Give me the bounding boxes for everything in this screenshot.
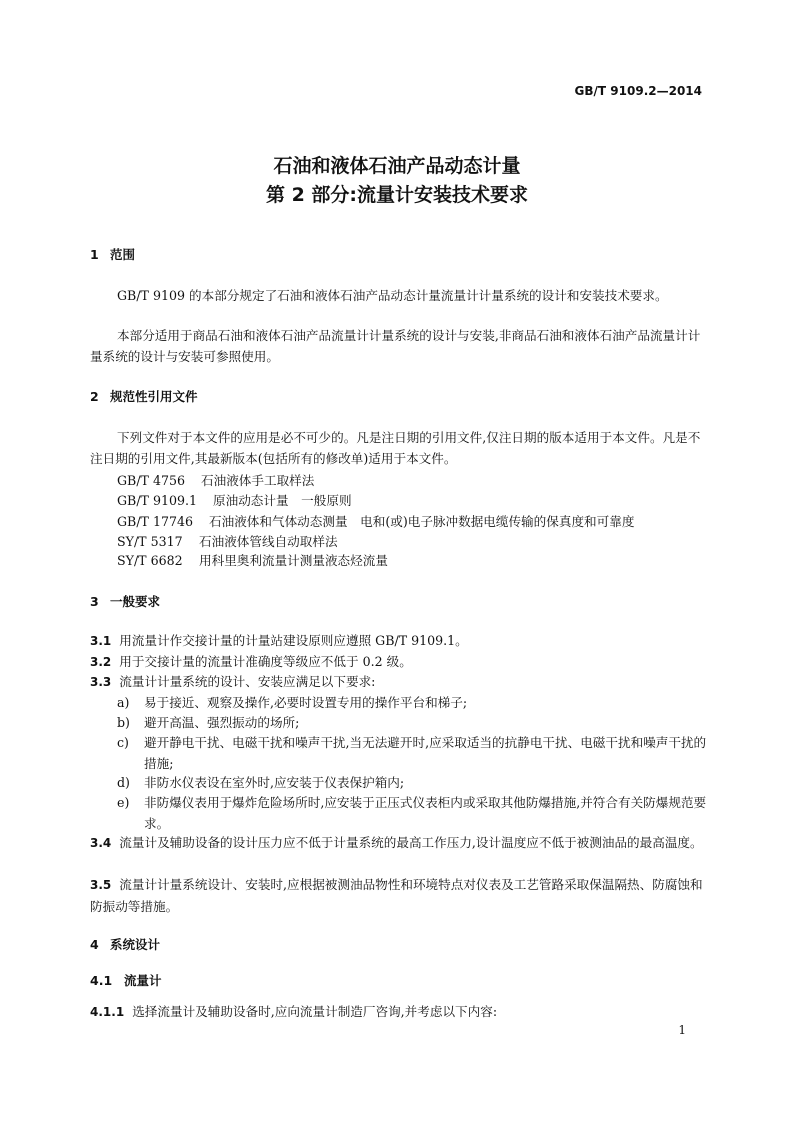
section-number: 2 <box>90 389 99 404</box>
clause-3-3 <box>90 671 706 693</box>
clause-text: 用于交接计量的流量计准确度等级应不低于 0.2 级。 <box>119 654 412 669</box>
clause-3-5 <box>90 874 706 917</box>
title-line-2: 第 2 部分:流量计安装技术要求 <box>265 184 529 206</box>
section-1-paragraph-1: GB/T 9109 的本部分规定了石油和液体石油产品动态计量流量计计量系统的设计和安装技术要求。 <box>117 288 668 303</box>
clause-3-2 <box>90 651 706 673</box>
reference-item <box>117 511 634 530</box>
clause-number: 3.3 <box>90 675 112 689</box>
section-title: 规范性引用文件 <box>110 389 198 404</box>
section-1-heading <box>90 245 135 263</box>
list-text: 易于接近、观察及操作,必要时设置专用的操作平台和梯子; <box>144 695 468 710</box>
list-item <box>117 692 707 713</box>
section-title: 流量计 <box>124 973 162 988</box>
list-marker: a) <box>117 695 130 710</box>
section-4-heading <box>90 935 160 953</box>
section-title: 系统设计 <box>110 937 161 952</box>
reference-title: 石油液体和气体动态测量 电和(或)电子脉冲数据电缆传输的保真度和可靠度 <box>209 514 635 529</box>
list-item <box>117 712 707 733</box>
section-1-paragraph-2: 本部分适用于商品石油和液体石油产品流量计计量系统的设计与安装,非商品石油和液体石油产品流量计计量系统的设计与安装可参照使用。 <box>90 328 701 364</box>
page-number: 1 <box>678 1023 686 1037</box>
section-number: 3 <box>90 594 99 609</box>
list-item <box>117 772 707 793</box>
reference-item <box>117 490 352 509</box>
list-text: 非防水仪表设在室外时,应安装于仪表保护箱内; <box>144 775 405 790</box>
reference-title: 石油液体管线自动取样法 <box>199 534 338 549</box>
reference-code: GB/T 4756 <box>117 473 186 488</box>
clause-text: 流量计及辅助设备的设计压力应不低于计量系统的最高工作压力,设计温度应不低于被测油品的最高温度。 <box>119 835 703 850</box>
section-title: 范围 <box>110 247 136 262</box>
reference-item <box>117 531 338 550</box>
list-marker: c) <box>117 735 129 750</box>
clause-3-1 <box>90 630 706 652</box>
clause-text: 选择流量计及辅助设备时,应向流量计制造厂咨询,并考虑以下内容: <box>132 1004 498 1019</box>
list-text: 非防爆仪表用于爆炸危险场所时,应安装于正压式仪表柜内或采取其他防爆措施,并符合有关防爆规范要求。 <box>144 795 707 831</box>
section-number: 1 <box>90 247 99 262</box>
section-3-heading <box>90 592 160 610</box>
list-marker: b) <box>117 715 130 730</box>
reference-title: 原油动态计量 一般原则 <box>213 493 352 508</box>
document-number: GB/T 9109.2—2014 <box>574 84 702 98</box>
clause-number: 3.1 <box>90 634 112 648</box>
section-number: 4.1 <box>90 973 113 988</box>
list-marker: e) <box>117 795 130 810</box>
list-text: 避开高温、强烈振动的场所; <box>144 715 300 730</box>
subsection-4-1-heading <box>90 971 162 989</box>
reference-title: 用科里奥利流量计测量液态烃流量 <box>199 553 388 568</box>
reference-code: GB/T 9109.1 <box>117 493 198 508</box>
reference-code: GB/T 17746 <box>117 514 194 529</box>
list-item <box>117 792 707 834</box>
clause-number: 3.2 <box>90 655 112 669</box>
list-text: 避开静电干扰、电磁干扰和噪声干扰,当无法避开时,应采取适当的抗静电干扰、电磁干扰和噪声干扰的措施; <box>144 735 707 771</box>
reference-title: 石油液体手工取样法 <box>201 473 315 488</box>
section-number: 4 <box>90 937 99 952</box>
list-item <box>117 732 707 774</box>
clause-number: 4.1.1 <box>90 1005 125 1019</box>
list-marker: d) <box>117 775 130 790</box>
clause-text: 流量计计量系统的设计、安装应满足以下要求: <box>119 674 376 689</box>
clause-text: 用流量计作交接计量的计量站建设原则应遵照 GB/T 9109.1。 <box>119 633 468 648</box>
clause-text: 流量计计量系统设计、安装时,应根据被测油品物性和环境特点对仪表及工艺管路采取保温隔热、防腐蚀和防振动等措施。 <box>90 877 703 914</box>
reference-code: SY/T 6682 <box>117 553 183 568</box>
reference-code: SY/T 5317 <box>117 534 183 549</box>
section-2-intro: 下列文件对于本文件的应用是必不可少的。凡是注日期的引用文件,仅注日期的版本适用于本文件。凡是不注日期的引用文件,其最新版本(包括所有的修改单)适用于本文件。 <box>90 430 701 466</box>
reference-item <box>117 470 314 489</box>
clause-3-4 <box>90 832 706 854</box>
clause-number: 3.4 <box>90 836 112 850</box>
title-line-1: 石油和液体石油产品动态计量 <box>273 155 521 177</box>
clause-number: 3.5 <box>90 878 112 892</box>
section-2-heading <box>90 387 198 405</box>
reference-item <box>117 550 388 569</box>
section-title: 一般要求 <box>110 594 161 609</box>
clause-4-1-1 <box>90 1001 706 1023</box>
